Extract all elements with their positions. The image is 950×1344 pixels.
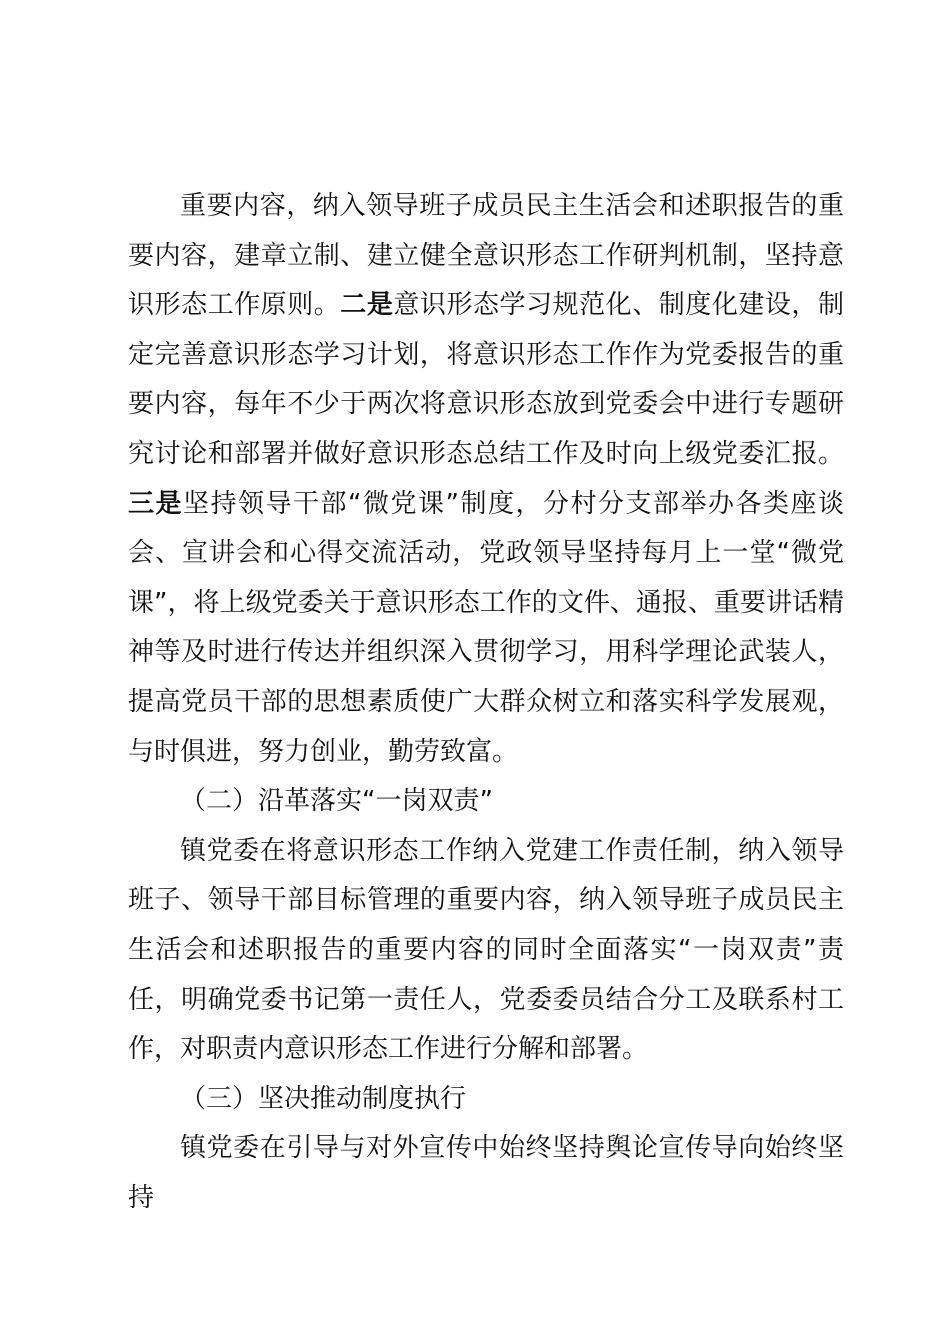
section-heading: （三）坚决推动制度执行	[180, 1083, 467, 1114]
paragraph-text: 重要内容，纳入领导班子成员民主生活会和述职报告的重要内容，建章立制、建立健全意识形态工作研判机制，坚持意识形态工作原则。	[128, 191, 844, 321]
body-paragraph: 镇党委在引导与对外宣传中始终坚持舆论宣传导向始终坚持	[128, 1133, 844, 1213]
paragraph-text: 意识形态学习规范化、制度化建设，制定完善意识形态学习计划，将意识形态工作作为党委报告的重要内容，每年不少于两次将意识形态放到党委会中进行专题研究讨论和部署并做好意识形态总结工作及时向上级党委汇报。	[128, 290, 844, 469]
body-paragraph: 镇党委在将意识形态工作纳入党建工作责任制，纳入领导班子、领导干部目标管理的重要内容，纳入领导班子成员民主生活会和述职报告的重要内容的同时全面落实“一岗双责”责任，明确党委书记第一责任人，党委委员结合分工及联系村工作，对职责内意识形态工作进行分解和部署。	[128, 835, 844, 1065]
section-heading: （二）沿革落实“一岗双责”	[180, 786, 493, 817]
emphasis-marker: 二是	[340, 290, 394, 321]
emphasis-marker: 三是	[128, 488, 184, 519]
body-paragraph	[128, 182, 844, 777]
paragraph-text: 坚持领导干部“微党课”制度，分村分支部举办各类座谈会、宣讲会和心得交流活动，党政领导坚持每月上一堂“微党课”，将上级党委关于意识形态工作的文件、通报、重要讲话精神等及时进行传达并组织深入贯彻学习，用科学理论武装人，提高党员干部的思想素质使广大群众树立和落实科学发展观，与时俱进，努力创业，勤劳致富。	[128, 488, 844, 767]
document-page	[128, 182, 844, 1223]
